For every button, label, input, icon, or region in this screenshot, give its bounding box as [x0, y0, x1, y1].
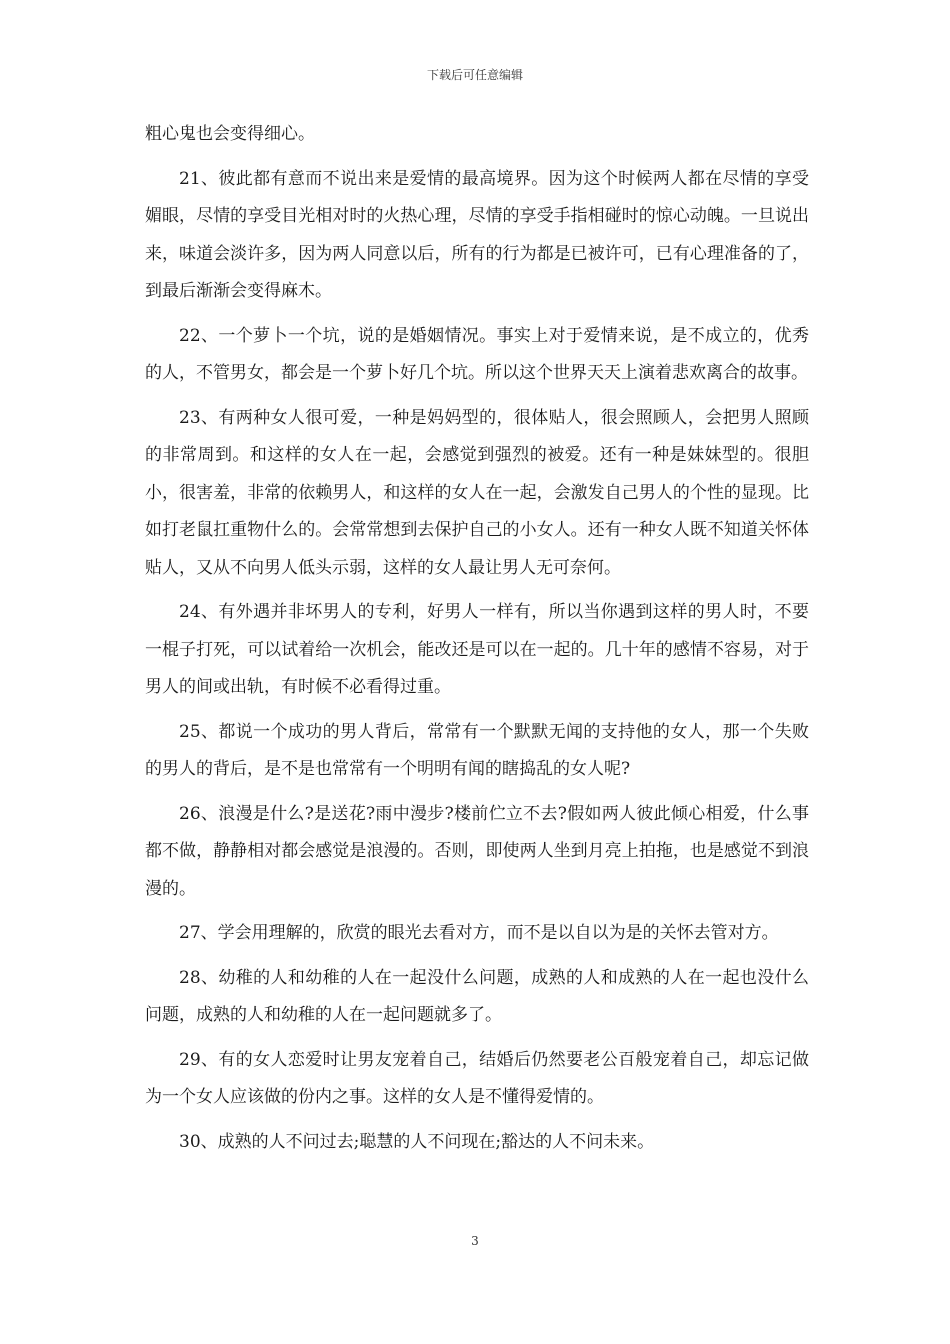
document-body — [145, 116, 809, 1168]
paragraph-30: 30、成熟的人不问过去;聪慧的人不问现在;豁达的人不问未来。 — [179, 1131, 655, 1152]
paragraph-29: 29、有的女人恋爱时让男友宠着自己，结婚后仍然要老公百般宠着自己，却忘记做为一个女人应该做的份内之事。这样的女人是不懂得爱情的。 — [145, 1049, 809, 1107]
page-number: 3 — [471, 1234, 479, 1248]
paragraph-26: 26、浪漫是什么?是送花?雨中漫步?楼前伫立不去?假如两人彼此倾心相爱，什么事都不做，静静相对都会感觉是浪漫的。否则，即使两人坐到月亮上拍拖，也是感觉不到浪漫的。 — [145, 803, 809, 899]
page-header: 下载后可任意编辑 — [426, 68, 523, 82]
paragraph-22: 22、一个萝卜一个坑，说的是婚姻情况。事实上对于爱情来说，是不成立的，优秀的人，不管男女，都会是一个萝卜好几个坑。所以这个世界天天上演着悲欢离合的故事。 — [145, 325, 809, 383]
paragraph-28: 28、幼稚的人和幼稚的人在一起没什么问题，成熟的人和成熟的人在一起也没什么问题，成熟的人和幼稚的人在一起问题就多了。 — [145, 967, 809, 1025]
paragraph-continuation: 粗心鬼也会变得细心。 — [145, 124, 315, 144]
paragraph-27: 27、学会用理解的，欣赏的眼光去看对方，而不是以自以为是的关怀去管对方。 — [179, 923, 779, 943]
paragraph-21: 21、彼此都有意而不说出来是爱情的最高境界。因为这个时候两人都在尽情的享受媚眼，尽情的享受目光相对时的火热心理，尽情的享受手指相碰时的惊心动魄。一旦说出来，味道会淡许多，因为两人同意以后，所有的行为都是已被许可，已有心理准备的了，到最后渐渐会变得麻木。 — [145, 168, 809, 301]
paragraph-23: 23、有两种女人很可爱，一种是妈妈型的，很体贴人，很会照顾人，会把男人照顾的非常周到。和这样的女人在一起，会感觉到强烈的被爱。还有一种是妹妹型的。很胆小，很害羞，非常的依赖男人，和这样的女人在一起，会激发自己男人的个性的显现。比如打老鼠扛重物什么的。会常常想到去保护自己的小女人。还有一种女人既不知道关怀体贴人，又从不向男人低头示弱，这样的女人最让男人无可奈何。 — [145, 407, 809, 578]
paragraph-25: 25、都说一个成功的男人背后，常常有一个默默无闻的支持他的女人，那一个失败的男人的背后，是不是也常常有一个明明有闻的瞎捣乱的女人呢? — [145, 721, 809, 779]
paragraph-24: 24、有外遇并非坏男人的专利，好男人一样有，所以当你遇到这样的男人时，不要一棍子打死，可以试着给一次机会，能改还是可以在一起的。几十年的感情不容易，对于男人的间或出轨，有时候不必看得过重。 — [145, 602, 809, 697]
